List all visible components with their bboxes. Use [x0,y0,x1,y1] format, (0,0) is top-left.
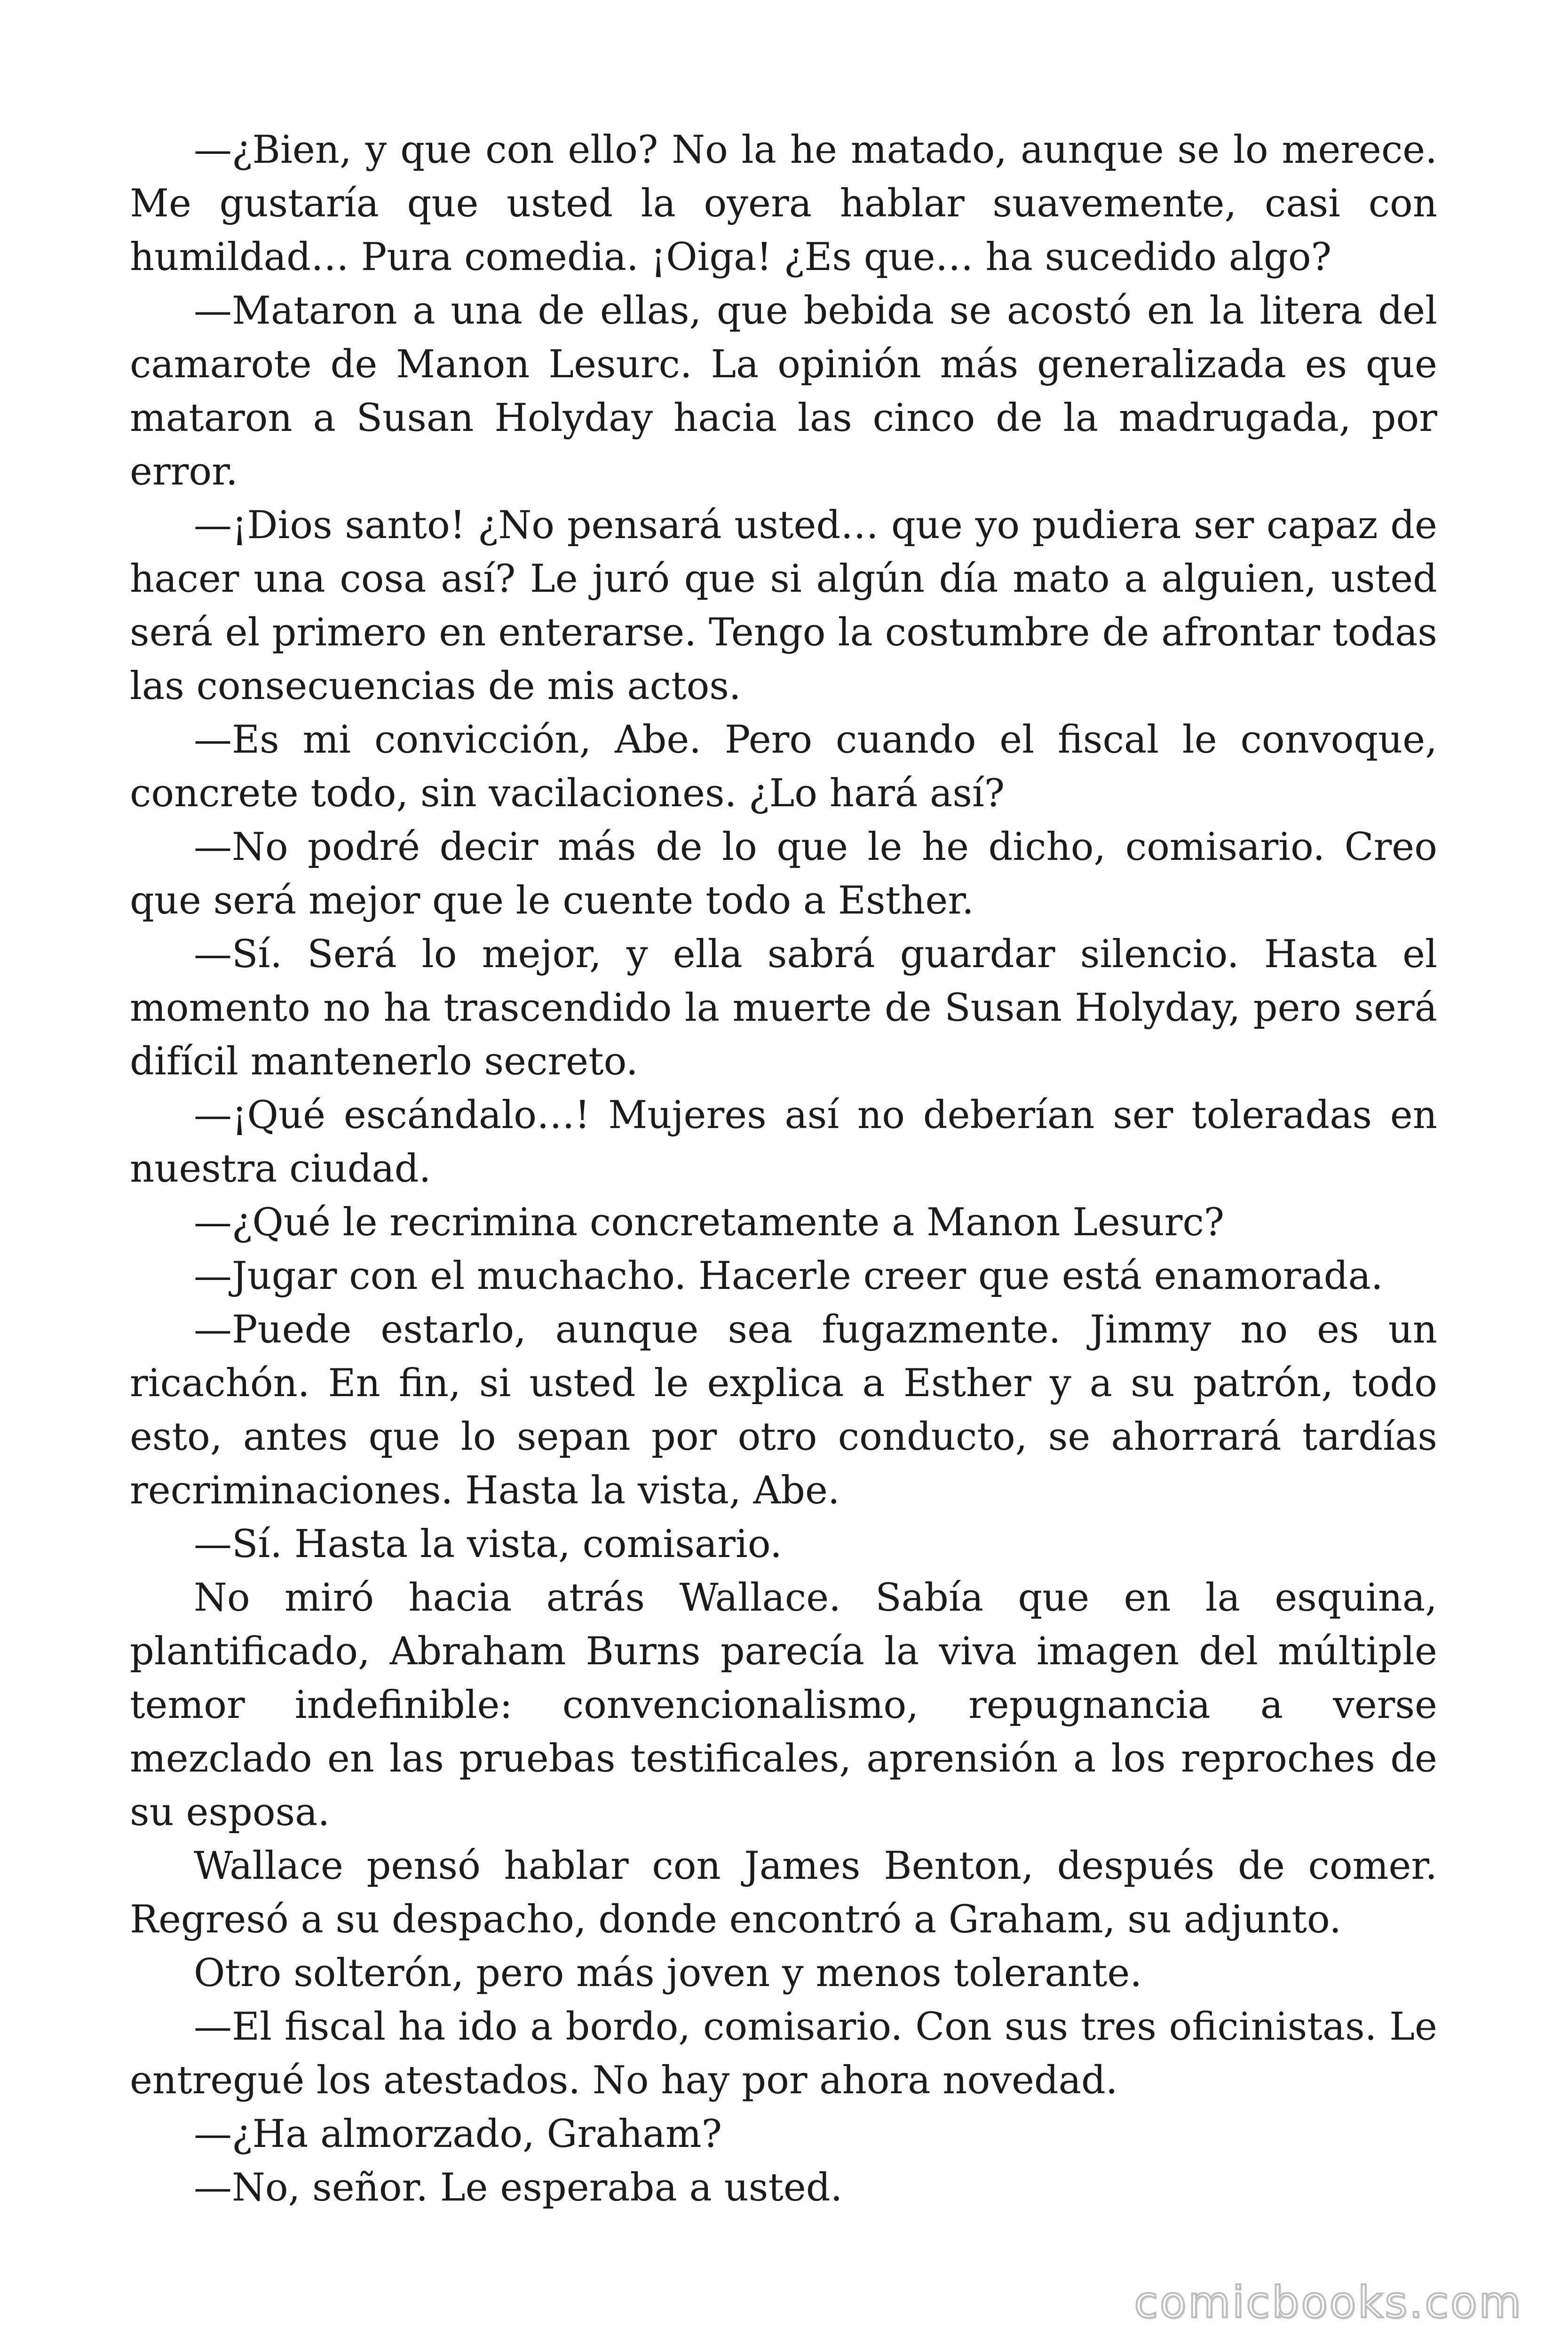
paragraph-2: —Mataron a una de ellas, que bebida se acostó en la litera del camarote de Manon Lesurc. La opinión más generalizada es que mataron a Susan Holyday hacia las cinco de la madrugada, por error. [130,289,1437,494]
paragraph-17: —No, señor. Le esperaba a usted. [194,2166,843,2210]
paragraph-13: Wallace pensó hablar con James Benton, después de comer. Regresó a su despacho, donde encontró a Graham, su adjunto. [130,1844,1437,1942]
paragraph-8: —¿Qué le recrimina concretamente a Manon Lesurc? [194,1200,1225,1245]
paragraph-11: —Sí. Hasta la vista, comisario. [194,1522,782,1566]
paragraph-5: —No podré decir más de lo que le he dicho, comisario. Creo que será mejor que le cuente todo a Esther. [130,825,1437,923]
paragraph-14: Otro solterón, pero más joven y menos tolerante. [194,1951,1142,1995]
paragraph-4: —Es mi convicción, Abe. Pero cuando el fiscal le convoque, concrete todo, sin vacilaciones. ¿Lo hará así? [130,718,1437,816]
paragraph-6: —Sí. Será lo mejor, y ella sabrá guardar silencio. Hasta el momento no ha trascendido la muerte de Susan Holyday, pero será difícil mantenerlo secreto. [130,932,1437,1084]
paragraph-7: —¡Qué escándalo…! Mujeres así no deberían ser toleradas en nuestra ciudad. [130,1093,1437,1191]
book-page-text [130,123,1437,2215]
watermark: comicbooks.com [1134,2277,1523,2328]
paragraph-16: —¿Ha almorzado, Graham? [194,2112,722,2156]
paragraph-15: —El fiscal ha ido a bordo, comisario. Con sus tres oficinistas. Le entregué los atestados. No hay por ahora novedad. [130,2005,1437,2103]
paragraph-3: —¡Dios santo! ¿No pensará usted… que yo pudiera ser capaz de hacer una cosa así? Le juró que si algún día mato a alguien, usted será el primero en enterarse. Tengo la costumbre de afrontar todas las consecuencias de mis actos. [130,503,1437,708]
paragraph-9: —Jugar con el muchacho. Hacerle creer que está enamorada. [194,1254,1383,1298]
paragraph-1: —¿Bien, y que con ello? No la he matado, aunque se lo merece. Me gustaría que usted la oyera hablar suavemente, casi con humildad… Pura comedia. ¡Oiga! ¿Es que… ha sucedido algo? [130,128,1437,279]
paragraph-10: —Puede estarlo, aunque sea fugazmente. Jimmy no es un ricachón. En fin, si usted le explica a Esther y a su patrón, todo esto, antes que lo sepan por otro conducto, se ahorrará tardías recriminaciones. Hasta la vista, Abe. [130,1308,1437,1513]
paragraph-12: No miró hacia atrás Wallace. Sabía que en la esquina, plantificado, Abraham Burns parecía la viva imagen del múltiple temor indefinible: convencionalismo, repugnancia a verse mezclado en las pruebas testificales, aprensión a los reproches de su esposa. [130,1576,1437,1835]
